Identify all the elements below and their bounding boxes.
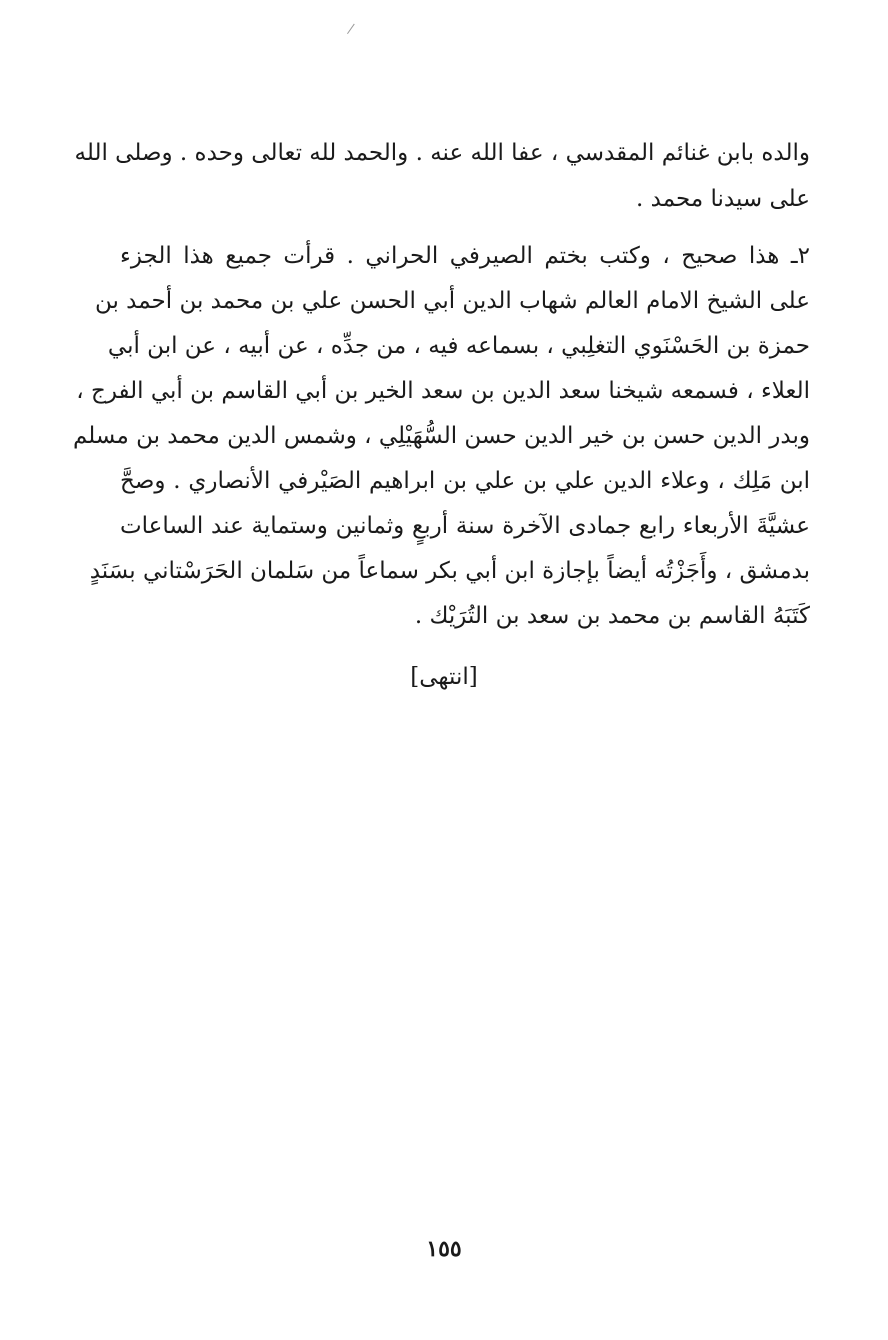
page-number: ١٥٥ — [426, 1236, 462, 1262]
text-line: وبدر الدين حسن بن خير الدين حسن السُّهَيْلِي ، وشمس الدين محمد بن مسلم — [73, 423, 810, 449]
scan-mark — [347, 24, 358, 37]
text-line: والده بابن غنائم المقدسي ، عفا الله عنه . والحمد لله تعالى وحده . وصلى الله — [74, 140, 810, 166]
text-line: عشيَّةَ الأربعاء رابع جمادى الآخرة سنة أربعٍ وثمانين وستماية عند الساعات — [120, 513, 810, 539]
text-line: حمزة بن الحَسْنَوي التغلِبي ، بسماعه فيه ، من جدِّه ، عن أبيه ، عن ابن أبي — [107, 333, 810, 359]
text-line: بدمشق ، وأَجَزْتُه أيضاً بإجازة ابن أبي بكر سماعاً من سَلمان الحَرَسْتاني بسَنَدٍ — [89, 558, 810, 584]
text-line: كَتَبَهُ القاسم بن محمد بن سعد بن التُرَيْك . — [414, 603, 810, 629]
text-line: العلاء ، فسمعه شيخنا سعد الدين بن سعد الخير بن أبي القاسم بن أبي الفرج ، — [76, 378, 810, 404]
text-line: على سيدنا محمد . — [636, 186, 810, 212]
closing-mark: [انتهى] — [410, 664, 478, 690]
text-line: ابن مَلِك ، وعلاء الدين علي بن علي بن ابراهيم الصَيْرفي الأنصاري . وصحَّ — [120, 468, 810, 494]
text-line: ٢ـ هذا صحيح ، وكتب بختم الصيرفي الحراني . قرأت جميع هذا الجزء — [120, 243, 810, 269]
text-line: على الشيخ الامام العالم شهاب الدين أبي الحسن علي بن محمد بن أحمد بن — [94, 288, 810, 314]
